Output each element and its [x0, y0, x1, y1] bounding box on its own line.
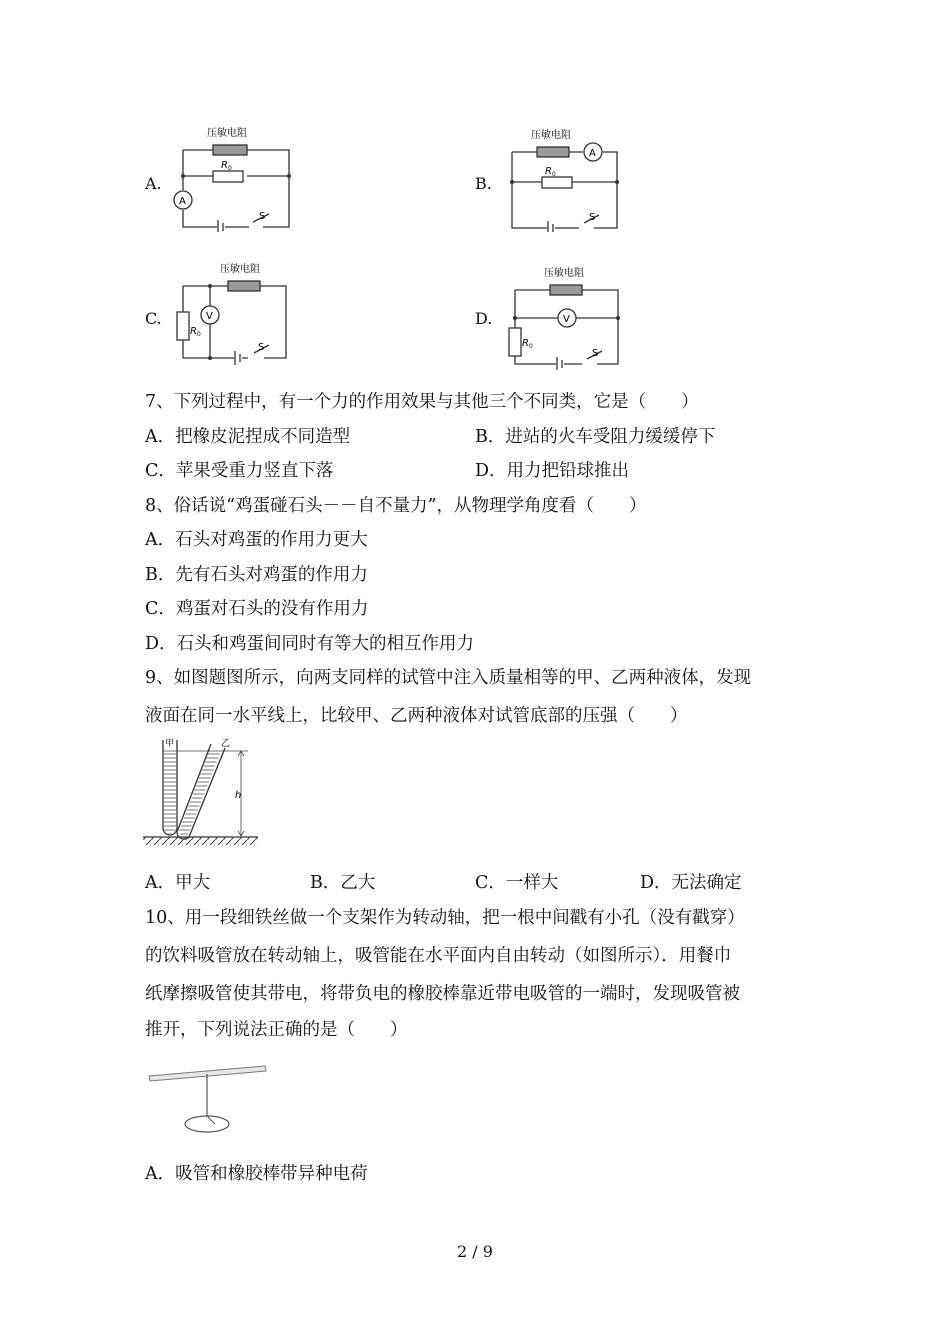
- q8-option-c: C．鸡蛋对石头的没有作用力: [145, 599, 369, 619]
- q6-option-d-label: D.: [475, 309, 493, 328]
- q9-option-d: D．无法确定: [640, 873, 742, 893]
- voltmeter-icon: V: [206, 311, 213, 322]
- circuit-b-sensor-label: 压敏电阻: [531, 130, 571, 141]
- q10-stem-line2: 的饮料吸管放在转动轴上，吸管能在水平面内自由转动（如图所示）．用餐巾: [145, 946, 732, 966]
- circuit-c-r0-label: R: [190, 326, 197, 337]
- svg-text:0: 0: [552, 171, 556, 178]
- circuit-d-sensor-label: 压敏电阻: [544, 268, 584, 279]
- q10-option-a: A．吸管和橡胶棒带异种电荷: [145, 1164, 368, 1184]
- q10-stem-line1: 10、用一段细铁丝做一个支架作为转动轴，把一根中间戳有小孔（没有戳穿）: [145, 908, 745, 928]
- circuit-d-diagram: [500, 262, 630, 370]
- test-tubes-figure: [143, 736, 258, 848]
- circuit-c-sensor-label: 压敏电阻: [220, 264, 260, 275]
- q7-option-c: C．苹果受重力竖直下落: [145, 461, 334, 481]
- svg-text:0: 0: [529, 343, 533, 350]
- q7-stem: 7、下列过程中，有一个力的作用效果与其他三个不同类，它是（ ）: [145, 392, 699, 412]
- height-h-label: h: [235, 790, 242, 801]
- circuit-a-diagram: [165, 122, 300, 232]
- q9-stem-line2: 液面在同一水平线上，比较甲、乙两种液体对试管底部的压强（ ）: [145, 706, 688, 726]
- circuit-c-switch-label: S: [258, 342, 265, 353]
- q9-stem-line1: 9、如图题图所示，向两支同样的试管中注入质量相等的甲、乙两种液体，发现: [145, 668, 752, 688]
- circuit-d-switch-label: S: [592, 348, 599, 359]
- straw-on-stand-figure: [145, 1058, 270, 1138]
- q10-stem-line3: 纸摩擦吸管使其带电，将带负电的橡胶棒靠近带电吸管的一端时，发现吸管被: [145, 984, 740, 1004]
- circuit-b-diagram: [497, 124, 627, 232]
- svg-text:0: 0: [228, 165, 232, 172]
- circuit-c-diagram: [168, 258, 298, 366]
- ammeter-icon: A: [589, 148, 596, 159]
- circuit-b-switch-label: S: [589, 212, 596, 223]
- q10-stem-line4: 推开，下列说法正确的是（ ）: [145, 1020, 408, 1040]
- circuit-a-sensor-label: 压敏电阻: [207, 128, 247, 139]
- page-number: 2 / 9: [457, 1242, 493, 1261]
- circuit-a-switch-label: S: [259, 211, 266, 222]
- q9-option-a: A．甲大: [145, 873, 211, 893]
- q7-option-d: D．用力把铅球推出: [475, 461, 630, 481]
- tube-yi-label: 乙: [221, 739, 231, 749]
- q8-option-d: D．石头和鸡蛋间同时有等大的相互作用力: [145, 634, 475, 654]
- q6-option-b-label: B.: [475, 174, 492, 193]
- tube-jia-label: 甲: [165, 739, 175, 749]
- q8-option-b: B．先有石头对鸡蛋的作用力: [145, 565, 368, 585]
- svg-text:0: 0: [197, 331, 201, 338]
- circuit-d-r0-label: R: [522, 338, 529, 349]
- q9-option-c: C．一样大: [475, 873, 559, 893]
- q9-option-b: B．乙大: [310, 873, 376, 893]
- q6-option-a-label: A.: [145, 174, 162, 193]
- circuit-a-r0-label: R: [221, 160, 228, 171]
- q6-option-c-label: C.: [145, 309, 162, 328]
- q8-stem: 8、俗话说“鸡蛋碰石头－－自不量力”，从物理学角度看（ ）: [145, 496, 647, 516]
- q8-option-a: A．石头对鸡蛋的作用力更大: [145, 530, 368, 550]
- voltmeter-icon: V: [563, 314, 570, 325]
- q7-option-b: B．进站的火车受阻力缓缓停下: [475, 427, 716, 447]
- q7-option-a: A．把橡皮泥捏成不同造型: [145, 427, 351, 447]
- ammeter-icon: A: [179, 196, 186, 207]
- circuit-b-r0-label: R: [545, 166, 552, 177]
